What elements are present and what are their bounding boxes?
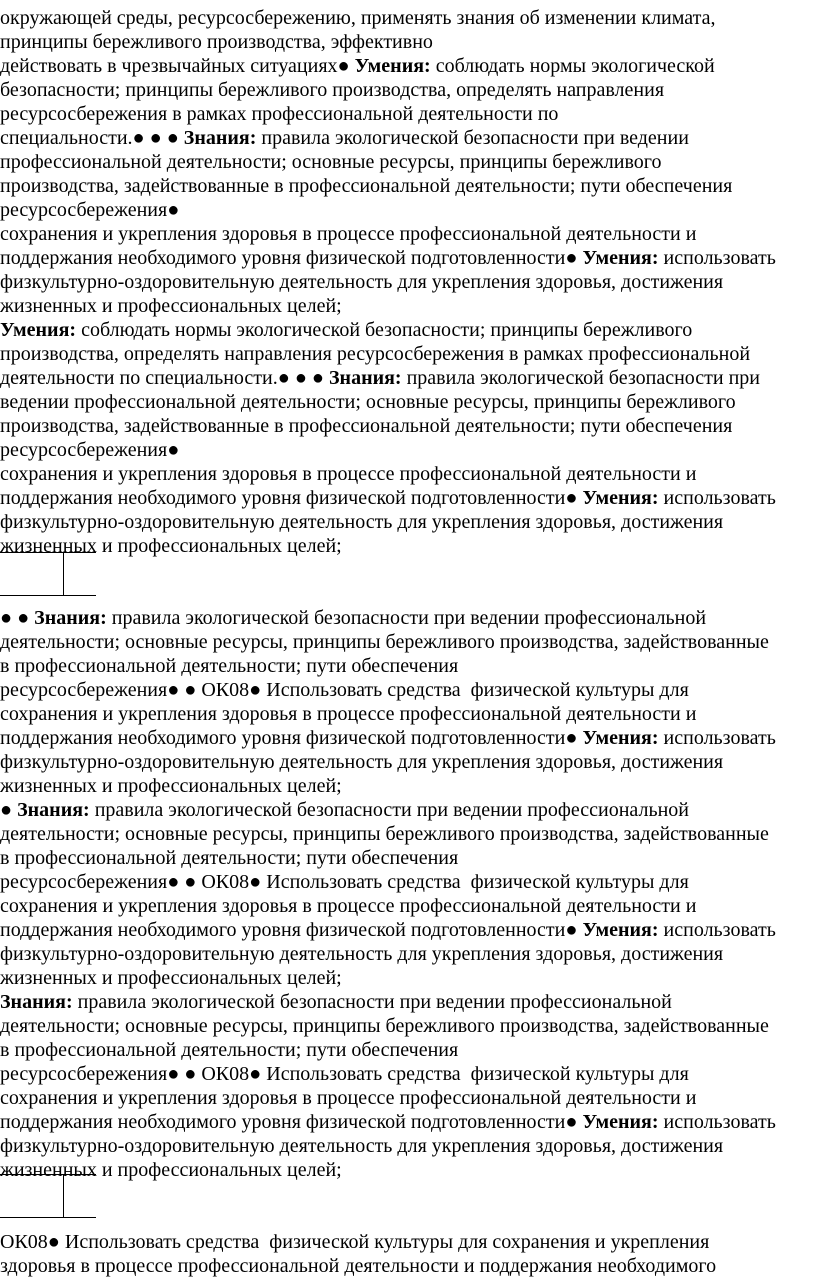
text-line — [0, 822, 769, 846]
text-run: жизненных и профессиональных целей; — [0, 535, 342, 557]
text-run: здоровья в процессе профессиональной деятельности и поддержания необходимого — [0, 1255, 717, 1277]
text-line — [0, 318, 692, 342]
text-run: Использовать средства физической культуры для — [261, 871, 689, 893]
text-run: сохранения и укрепления здоровья в процессе профессиональной деятельности и — [0, 463, 697, 485]
text-run: соблюдать нормы экологической безопасности; принципы бережливого — [76, 319, 693, 341]
text-run: поддержания необходимого уровня физической подготовленности — [0, 487, 566, 509]
text-run: специальности. — [0, 127, 133, 149]
text-line — [0, 990, 672, 1014]
bullet-icon: ● — [565, 247, 578, 269]
bold-label: Знания: — [0, 991, 73, 1013]
text-line — [0, 870, 689, 894]
bullet-icon: ● — [0, 799, 13, 821]
text-line — [0, 414, 732, 438]
table-fragment — [0, 552, 96, 596]
text-run: использовать — [658, 1111, 776, 1133]
text-run: производства, определять направления ресурсосбережения в рамках профессиональной — [0, 343, 751, 365]
bullet-icon: ● — [565, 487, 578, 509]
bold-label: Знания: — [328, 367, 402, 389]
text-run: деятельности; основные ресурсы, принципы бережливого производства, задействованные — [0, 631, 769, 653]
text-run: ресурсосбережения — [0, 199, 168, 221]
text-run: физкультурно-оздоровительную деятельность для укрепления здоровья, достижения — [0, 1135, 724, 1157]
bullet-icon: ● ● — [167, 1063, 197, 1085]
text-line — [0, 1230, 709, 1254]
text-line — [0, 1086, 696, 1110]
bold-label: Умения: — [582, 487, 659, 509]
text-run: ОК08 — [196, 871, 250, 893]
text-line — [0, 1062, 689, 1086]
text-run: ресурсосбережения — [0, 1063, 168, 1085]
text-run: деятельности по специальности. — [0, 367, 278, 389]
text-line — [0, 630, 769, 654]
text-line — [0, 390, 736, 414]
text-run: деятельности; основные ресурсы, принципы бережливого производства, задействованные — [0, 823, 769, 845]
text-line — [0, 510, 723, 534]
bullet-icon: ● ● — [0, 607, 30, 629]
text-line — [0, 702, 696, 726]
text-line — [0, 150, 661, 174]
text-run: ОК08 — [196, 1063, 250, 1085]
text-run: деятельности; основные ресурсы, принципы бережливого производства, задействованные — [0, 1015, 769, 1037]
table-divider — [63, 552, 64, 596]
bullet-icon: ● — [249, 679, 262, 701]
text-line — [0, 366, 760, 390]
text-run: Использовать средства физической культуры для сохранения и укрепления — [59, 1231, 710, 1253]
text-line — [0, 846, 458, 870]
text-run: правила экологической безопасности при ведении профессиональной — [72, 991, 672, 1013]
bold-label: Знания: — [34, 607, 107, 629]
bold-label: Умения: — [582, 247, 659, 269]
text-line — [0, 54, 715, 78]
text-run: принципы бережливого производства, эффективно — [0, 31, 433, 53]
text-line — [0, 102, 558, 126]
text-run: Использовать средства физической культуры для — [261, 679, 689, 701]
text-run: в профессиональной деятельности; пути обеспечения — [0, 847, 459, 869]
text-run: жизненных и профессиональных целей; — [0, 295, 342, 317]
text-line — [0, 726, 776, 750]
bold-label: Умения: — [354, 55, 431, 77]
text-run: ресурсосбережения — [0, 439, 168, 461]
text-run: ресурсосбережения в рамках профессиональной деятельности по — [0, 103, 559, 125]
bold-label: Знания: — [17, 799, 90, 821]
bold-label: Знания: — [183, 127, 257, 149]
text-line — [0, 1014, 769, 1038]
text-line — [0, 966, 342, 990]
text-run: жизненных и профессиональных целей; — [0, 775, 342, 797]
text-line — [0, 270, 723, 294]
text-line — [0, 774, 342, 798]
text-run: в профессиональной деятельности; пути обеспечения — [0, 1039, 459, 1061]
text-run: ресурсосбережения — [0, 679, 168, 701]
text-run: жизненных и профессиональных целей; — [0, 967, 342, 989]
text-run: поддержания необходимого уровня физической подготовленности — [0, 1111, 566, 1133]
text-line — [0, 30, 433, 54]
text-run: физкультурно-оздоровительную деятельность для укрепления здоровья, достижения — [0, 943, 724, 965]
text-run: правила экологической безопасности при — [401, 367, 761, 389]
text-line — [0, 462, 696, 486]
text-line — [0, 942, 723, 966]
bullet-icon: ● ● ● — [132, 127, 179, 149]
text-line — [0, 342, 750, 366]
text-run: правила экологической безопасности при ведении — [256, 127, 689, 149]
text-run: сохранения и укрепления здоровья в процессе профессиональной деятельности и — [0, 223, 697, 245]
text-line — [0, 894, 696, 918]
text-run: соблюдать нормы экологической — [430, 55, 715, 77]
bold-label: Умения: — [582, 919, 659, 941]
text-run: физкультурно-оздоровительную деятельность для укрепления здоровья, достижения — [0, 271, 724, 293]
text-run: ведении профессиональной деятельности; основные ресурсы, принципы бережливого — [0, 391, 736, 413]
text-run: сохранения и укрепления здоровья в процессе профессиональной деятельности и — [0, 1087, 697, 1109]
text-run: сохранения и укрепления здоровья в процессе профессиональной деятельности и — [0, 703, 697, 725]
text-line — [0, 78, 664, 102]
text-run: физкультурно-оздоровительную деятельность для укрепления здоровья, достижения — [0, 751, 724, 773]
text-line — [0, 1254, 716, 1278]
bold-label: Умения: — [582, 727, 659, 749]
text-line — [0, 126, 689, 150]
bullet-icon: ● — [167, 199, 180, 221]
text-run: использовать — [658, 727, 776, 749]
bold-label: Умения: — [582, 1111, 659, 1133]
text-line — [0, 534, 342, 558]
text-run: ОК08 — [196, 679, 250, 701]
bullet-icon: ● ● — [167, 871, 197, 893]
text-line — [0, 294, 342, 318]
text-line — [0, 438, 179, 462]
bold-label: Умения: — [0, 319, 77, 341]
text-run: ОК08 — [0, 1231, 48, 1253]
text-line — [0, 1158, 342, 1182]
bullet-icon: ● — [249, 871, 262, 893]
text-line — [0, 918, 776, 942]
text-line — [0, 750, 723, 774]
text-line — [0, 606, 706, 630]
text-line — [0, 222, 696, 246]
bullet-icon: ● — [249, 1063, 262, 1085]
text-run: производства, задействованные в профессиональной деятельности; пути обеспечения — [0, 175, 733, 197]
text-line — [0, 1038, 458, 1062]
text-line — [0, 486, 776, 510]
text-run: сохранения и укрепления здоровья в процессе профессиональной деятельности и — [0, 895, 697, 917]
text-run: использовать — [658, 247, 776, 269]
text-run: профессиональной деятельности; основные ресурсы, принципы бережливого — [0, 151, 662, 173]
text-line — [0, 1110, 776, 1134]
bullet-icon: ● — [167, 439, 180, 461]
text-run: поддержания необходимого уровня физической подготовленности — [0, 919, 566, 941]
text-line — [0, 678, 689, 702]
text-run: Использовать средства физической культуры для — [261, 1063, 689, 1085]
text-line — [0, 198, 179, 222]
text-run: безопасности; принципы бережливого производства, определять направления — [0, 79, 665, 101]
text-run: использовать — [658, 919, 776, 941]
text-line — [0, 654, 458, 678]
table-rule — [0, 595, 96, 596]
text-run: ресурсосбережения — [0, 871, 168, 893]
bullet-icon: ● — [337, 55, 350, 77]
bullet-icon: ● ● — [167, 679, 197, 701]
text-line — [0, 6, 716, 30]
bullet-icon: ● ● ● — [277, 367, 324, 389]
text-run: действовать в чрезвычайных ситуациях — [0, 55, 338, 77]
text-run: окружающей среды, ресурсосбережению, применять знания об изменении климата, — [0, 7, 716, 29]
text-run: поддержания необходимого уровня физической подготовленности — [0, 247, 566, 269]
bullet-icon: ● — [565, 727, 578, 749]
text-run: правила экологической безопасности при ведении профессиональной — [89, 799, 689, 821]
text-run: правила экологической безопасности при ведении профессиональной — [106, 607, 707, 629]
bullet-icon: ● — [565, 919, 578, 941]
text-run: физкультурно-оздоровительную деятельность для укрепления здоровья, достижения — [0, 511, 724, 533]
text-run: в профессиональной деятельности; пути обеспечения — [0, 655, 459, 677]
text-line — [0, 798, 689, 822]
text-line — [0, 174, 732, 198]
text-run: производства, задействованные в профессиональной деятельности; пути обеспечения — [0, 415, 733, 437]
bullet-icon: ● — [47, 1231, 60, 1253]
text-run: использовать — [658, 487, 776, 509]
bullet-icon: ● — [565, 1111, 578, 1133]
text-line — [0, 1134, 723, 1158]
table-rule — [0, 1217, 96, 1218]
text-run: поддержания необходимого уровня физической подготовленности — [0, 727, 566, 749]
text-line — [0, 246, 776, 270]
text-run: жизненных и профессиональных целей; — [0, 1159, 342, 1181]
